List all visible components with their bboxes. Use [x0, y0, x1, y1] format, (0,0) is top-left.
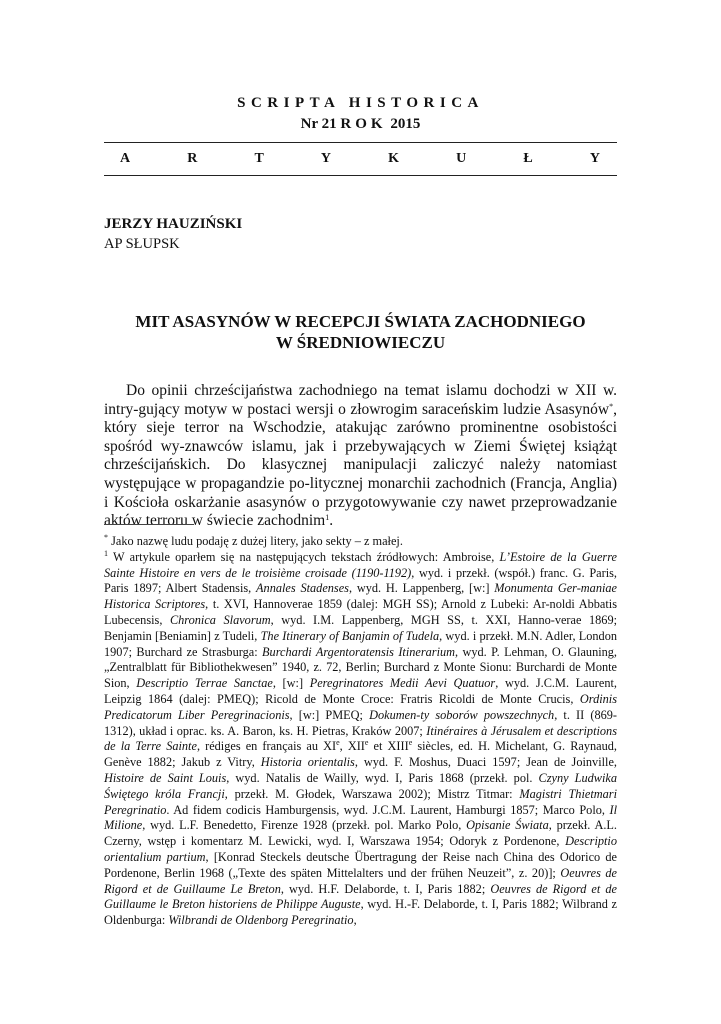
footnote-1-text: siècles, ed. H. Michelant, G. Raynaud, Genève 1882; Jakub z Vitry, — [104, 739, 617, 770]
footnote-1-text: , przekł. A.L. Czerny, wstęp i komentarz M. Lewicki, wyd. I, Warszawa 1954; Odoryk z Pordenone, — [104, 818, 617, 849]
footnote-1-text: , wyd. i przekł. M.N. Adler, London 1907; Burchard ze Strasburga: — [104, 628, 617, 659]
footnote-star-text: Jako nazwę ludu podaję z dużej litery, jako sekty – z małej. — [108, 534, 403, 548]
footnote-1-text: , wyd. H. Lappenberg, [w:] — [348, 581, 495, 596]
footnote-1-title: Chronica Slavorum — [169, 612, 271, 627]
footnote-1-title: Itinéraires à Jérusalem et descriptions de la Terre Sainte — [104, 723, 617, 754]
abstract-paragraph — [104, 382, 617, 531]
section-letter: Y — [320, 151, 332, 166]
abstract-text-2: , który sieje terror na Wschodzie, atakując zarówno prominentne osobistości spośród wy-znawców islamu, jak i przebywających w Ziemi Świętej książąt chrześcijańskich. Do klasycznej manipulacji zaliczyć należy natomiast występujące w propagandzie po-litycznej monarchii zachodnich (Francja, Anglia) i Kościoła oskarżanie asasynów o przygotowywanie czy nawet przeprowadzanie aktów terroru w świecie zachodnim — [104, 400, 617, 530]
article-title — [104, 311, 617, 353]
footnote-ref-1: 1 — [325, 513, 330, 523]
footnote-1-text: , [w:] PMEQ; — [289, 707, 370, 722]
footnote-1-text: , wyd. H.-F. Delaborde, t. I, Paris 1882; Wilbrand z Oldenburga: — [104, 897, 618, 928]
footnote-1-text: , [Konrad Steckels deutsche Übertragung der Reise nach China des Odorico de Pordenone, Berlin 1968 („Texte des späten Mittelalters und der frühen Neuzeit”, z. 20)]; — [104, 849, 617, 880]
footnote-1-text: , wyd. P. Lehman, O. Glauning, „Zentralblatt für Bibliothekwesen” 1940, z. 72, Berlin; Burchard z Monte Sionu: Burchardi de Monte Sion, — [104, 644, 618, 691]
footnote-1-title: Histoire de Saint Louis — [104, 770, 227, 785]
footnote-1-title: Ordinis Predicatorum Liber Peregrinacionis — [104, 691, 617, 722]
footnote-star — [104, 534, 617, 550]
footnote-1-text: , t. II (869-1312), układ i oprac. ks. A. Baron, ks. H. Pietras, Kraków 2007; — [104, 707, 617, 738]
footnote-ref-star: * — [609, 401, 614, 411]
article-title-line-2: W ŚREDNIOWIECZU — [275, 333, 446, 352]
footnote-1-text: , wyd. i przekł. (współ.) franc. G. Paris, Paris 1897; Albert Stadensis, — [104, 565, 617, 596]
footnote-1-title: Historia orientalis — [260, 755, 355, 770]
footnote-1-text: , wyd. J.C.M. Laurent, Leipzig 1864 (dalej: PMEQ); Ricold de Monte Croce: Fratris Ricoldi de Monte Crucis, — [104, 676, 617, 706]
footnote-1 — [104, 550, 617, 929]
abstract-text-3: . — [329, 512, 334, 530]
footnote-1-title: Il Milione — [104, 802, 617, 833]
footnote-1-text: . Ad fidem codicis Hamburgensis, wyd. J.C.M. Laurent, Hamburgi 1857; Marco Polo, — [166, 802, 610, 817]
footnote-1-title: Descriptio orientalium partium — [104, 834, 617, 864]
footnote-1-text: , wyd. H.F. Delaborde, t. I, Paris 1882; — [280, 881, 491, 896]
footnote-1-superscript: e — [364, 738, 369, 748]
footnote-1-title: Monumenta Ger-maniae Historica Scriptores — [104, 581, 617, 612]
abstract-text-1: Do opinii chrześcijaństwa zachodniego na temat islamu dochodzi w XII w. intry-gujący motyw w postaci wersji o złowrogim saraceńskim ludzie Asasynów — [104, 382, 617, 418]
footnote-1-text: , t. XVI, Hannoverae 1859 (dalej: MGH SS); Arnold z Lubeki: Ar-noldi Abbatis Lubecensis, — [104, 597, 617, 627]
footnote-1-title: Wilbrandi de Oldenborg Peregrinatio — [168, 913, 354, 928]
footnote-1-superscript: e — [336, 738, 340, 748]
footnote-1-title: The Itinerary of Banjamin of Tudela — [260, 628, 440, 643]
section-letter: Ł — [523, 151, 533, 166]
footnote-1-title: L’Estoire de la Guerre Sainte Histoire en vers de le troisième croisade (1190-1192) — [104, 549, 617, 580]
section-letter: Y — [589, 151, 600, 166]
footnote-1-text: , wyd. L.F. Benedetto, Firenze 1928 (przekł. pol. Marko Polo, — [142, 818, 467, 833]
issue-number: Nr 21 — [300, 116, 337, 132]
footnote-star-mark: * — [104, 533, 108, 542]
header-rule-bottom — [104, 175, 617, 176]
footnote-1-text: , wyd. I.M. Lappenberg, MGH SS, t. XXI, Hanno-verae 1869; Benjamin [Beniamin] z Tudeli, — [104, 612, 618, 643]
section-heading — [120, 151, 600, 167]
footnote-1-mark: 1 — [104, 548, 108, 558]
footnote-1-title: Burchardi Argentoratensis Itinerarium — [262, 644, 456, 659]
footnote-1-text: , wyd. Natalis de Wailly, wyd. I, Paris 1868 (przekł. pol. — [226, 770, 539, 785]
section-letter: T — [254, 151, 264, 166]
footnote-1-title: Czyny Ludwika Świętego króla Francji — [104, 770, 618, 801]
author-name: JERZY HAUZIŃSKI — [104, 216, 243, 232]
section-letter: A — [120, 151, 131, 166]
footnote-1-title: Oeuvres de Rigord et de Guillaume le Breton historiens de Philippe Auguste — [104, 881, 618, 912]
footnote-1-text: , rédiges en français au XI — [196, 739, 337, 754]
footnote-1-text: W artykule oparłem się na następujących tekstach źródłowych: Ambroise, — [108, 549, 500, 564]
footnote-1-title: Annales Stadenses — [256, 581, 349, 596]
footnote-1-title: Dokumen-ty soborów powszechnych — [369, 707, 555, 722]
section-letter: K — [388, 151, 400, 166]
section-letter: U — [456, 151, 467, 166]
footnote-1-title: Descriptio Terrae Sanctae — [136, 676, 273, 691]
footnote-1-text: , — [353, 913, 357, 928]
journal-title: SCRIPTA HISTORICA — [237, 95, 484, 111]
footnote-1-text: , [w:] — [272, 676, 310, 691]
footnote-1-text: et XIII — [368, 739, 409, 754]
journal-issue — [100, 116, 621, 133]
footnote-1-text: , XII — [339, 739, 365, 754]
footnote-1-title: Oeuvres de Rigord et de Guillaume Le Breton — [104, 865, 618, 896]
footnote-1-text: , wyd. F. Moshus, Duaci 1597; Jean de Joinville, — [354, 755, 617, 770]
issue-year: 2015 — [390, 116, 421, 132]
issue-rok: ROK — [340, 116, 387, 132]
footnote-1-title: Opisanie Świata — [466, 818, 549, 833]
footnote-1-superscript: e — [408, 738, 413, 748]
footnote-1-title: Peregrinatores Medii Aevi Quatuor — [309, 676, 496, 691]
footnotes — [104, 534, 617, 929]
footnote-separator — [104, 524, 194, 525]
section-letter: R — [187, 151, 198, 166]
article-title-line-1: MIT ASASYNÓW W RECEPCJI ŚWIATA ZACHODNIEGO — [135, 312, 586, 331]
footnote-1-text: , przekł. M. Głodek, Warszawa 2002); Mistrz Titmar: — [224, 786, 520, 801]
header-rule-top — [104, 142, 617, 143]
author-affiliation: AP SŁUPSK — [104, 236, 180, 252]
footnote-1-title: Magistri Thietmari Peregrinatio — [104, 786, 617, 817]
